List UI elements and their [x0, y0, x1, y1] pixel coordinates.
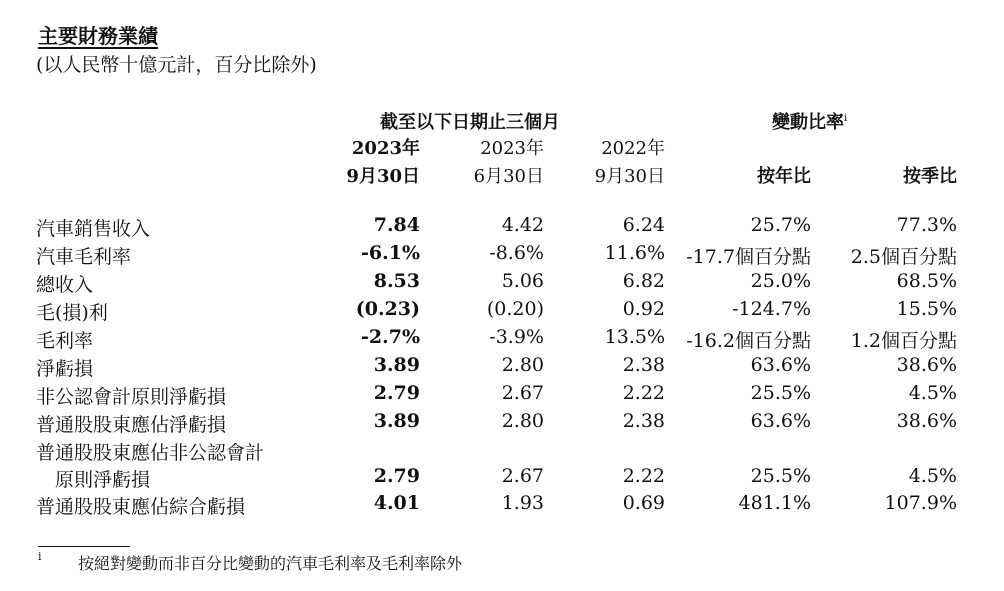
table-row [0, 354, 1004, 381]
cell-yoy: -124.7% [732, 298, 811, 320]
footnote-text: 按絕對變動而非百分比變動的汽車毛利率及毛利率除外 [78, 554, 463, 573]
cell-q2-2023: 4.42 [501, 214, 544, 236]
cell-qoq: 1.2個百分點 [850, 330, 957, 352]
cell-q3-2023: 8.53 [373, 270, 420, 292]
cell-q3-2022: 2.22 [622, 382, 665, 404]
table-row [0, 438, 1004, 465]
cell-q3-2023: 7.84 [373, 214, 420, 236]
col2-year: 2023年 [480, 138, 544, 159]
cell-yoy: 25.5% [750, 382, 811, 404]
yoy-header: 按年比 [757, 166, 811, 187]
cell-q3-2022: 11.6% [604, 242, 665, 264]
cell-qoq: 4.5% [908, 465, 957, 487]
table-row [0, 410, 1004, 437]
row-label: 汽車銷售收入 [36, 218, 151, 240]
qoq-header: 按季比 [903, 166, 957, 187]
cell-qoq: 107.9% [884, 492, 957, 514]
col1-date: 9月30日 [346, 166, 420, 187]
table-row [0, 465, 1004, 492]
cell-q2-2023: 1.93 [501, 492, 544, 514]
footnote-mark: i [38, 550, 42, 563]
cell-q3-2023: 2.79 [373, 382, 420, 404]
cell-q2-2023: 5.06 [501, 270, 544, 292]
cell-qoq: 4.5% [908, 382, 957, 404]
change-group-header [772, 108, 847, 134]
row-label: 原則淨虧損 [36, 469, 151, 491]
table-subtitle: (以人民幣十億元計，百分比除外) [36, 54, 317, 76]
cell-yoy: 481.1% [738, 492, 811, 514]
row-label: 普通股股東應佔非公認會計 [36, 442, 265, 464]
row-label: 普通股股東應佔綜合虧損 [36, 496, 246, 518]
table-row [0, 270, 1004, 297]
cell-qoq: 77.3% [896, 214, 957, 236]
cell-qoq: 68.5% [896, 270, 957, 292]
cell-qoq: 38.6% [896, 410, 957, 432]
table-row [0, 326, 1004, 353]
col1-year: 2023年 [351, 138, 420, 159]
period-group-header: 截至以下日期止三個月 [380, 112, 560, 133]
col3-year: 2022年 [601, 138, 665, 159]
row-label: 淨虧損 [36, 358, 94, 380]
cell-yoy: 63.6% [750, 410, 811, 432]
row-label: 非公認會計原則淨虧損 [36, 386, 227, 408]
row-label: 總收入 [36, 274, 94, 296]
cell-qoq: 15.5% [896, 298, 957, 320]
cell-yoy: 63.6% [750, 354, 811, 376]
cell-q3-2022: 2.38 [622, 354, 665, 376]
cell-q3-2022: 2.22 [622, 465, 665, 487]
table-row [0, 242, 1004, 269]
change-group-label: 變動比率 [772, 112, 844, 133]
cell-q3-2022: 2.38 [622, 410, 665, 432]
cell-q2-2023: (0.20) [486, 298, 544, 320]
cell-yoy: -16.2個百分點 [686, 330, 811, 352]
cell-q2-2023: 2.80 [501, 354, 544, 376]
cell-q2-2023: 2.67 [501, 465, 544, 487]
cell-q2-2023: 2.67 [501, 382, 544, 404]
cell-q3-2023: 3.89 [373, 354, 420, 376]
col2-date: 6月30日 [473, 166, 544, 187]
cell-q3-2023: 4.01 [373, 492, 420, 514]
cell-yoy: 25.7% [750, 214, 811, 236]
table-row [0, 382, 1004, 409]
cell-q3-2023: 2.79 [373, 465, 420, 487]
row-label: 汽車毛利率 [36, 246, 132, 268]
footnote-divider [38, 546, 130, 547]
cell-q3-2023: (0.23) [355, 298, 420, 320]
row-label: 毛(損)利 [36, 302, 108, 324]
cell-qoq: 2.5個百分點 [850, 246, 957, 268]
table-row [0, 214, 1004, 241]
cell-q3-2023: 3.89 [373, 410, 420, 432]
change-footnote-mark: i [844, 113, 848, 124]
col3-date: 9月30日 [594, 166, 665, 187]
row-label: 普通股股東應佔淨虧損 [36, 414, 227, 436]
cell-q3-2022: 6.82 [622, 270, 665, 292]
table-row [0, 298, 1004, 325]
row-label: 毛利率 [36, 330, 94, 352]
cell-q2-2023: -3.9% [489, 326, 544, 348]
cell-q3-2022: 6.24 [622, 214, 665, 236]
cell-yoy: -17.7個百分點 [686, 246, 811, 268]
cell-q2-2023: 2.80 [501, 410, 544, 432]
cell-yoy: 25.0% [750, 270, 811, 292]
cell-q3-2022: 0.92 [622, 298, 665, 320]
table-title: 主要財務業績 [38, 24, 158, 48]
cell-q2-2023: -8.6% [489, 242, 544, 264]
cell-q3-2022: 13.5% [604, 326, 665, 348]
cell-yoy: 25.5% [750, 465, 811, 487]
cell-qoq: 38.6% [896, 354, 957, 376]
cell-q3-2022: 0.69 [622, 492, 665, 514]
cell-q3-2023: -2.7% [361, 326, 420, 348]
table-row [0, 492, 1004, 519]
cell-q3-2023: -6.1% [361, 242, 420, 264]
